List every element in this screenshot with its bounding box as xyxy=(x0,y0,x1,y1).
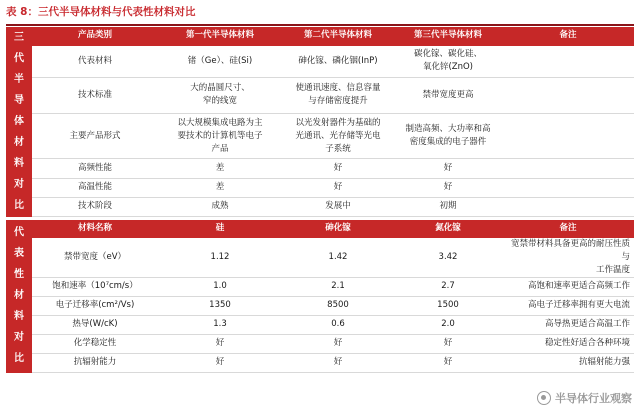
side-label-char: 材 xyxy=(14,137,24,148)
row-label-cell: 饱和速率（10⁷cm/s） xyxy=(32,277,158,296)
side-label-char: 半 xyxy=(14,74,24,85)
side-label-char: 三 xyxy=(14,32,24,43)
table-cell: 高电子迁移率拥有更大电流 xyxy=(502,296,634,315)
table-row xyxy=(6,113,634,159)
side-label xyxy=(6,27,32,217)
table-cell: 好 xyxy=(282,334,394,353)
table-cell xyxy=(502,45,634,77)
table-title: 表 8：三代半导体材料与代表性材料对比 xyxy=(6,6,196,18)
side-label-char: 代 xyxy=(14,227,24,239)
column-header: 氮化镓 xyxy=(394,220,502,237)
side-label-char: 对 xyxy=(14,179,24,190)
row-label-cell: 抗辐射能力 xyxy=(32,353,158,372)
side-label-char: 表 xyxy=(14,248,24,260)
table-cell: 1.12 xyxy=(158,237,282,277)
side-label-char: 料 xyxy=(14,158,24,169)
table-cell: 好 xyxy=(282,353,394,372)
table-row xyxy=(6,315,634,334)
table-cell: 碳化镓、碳化硅、 氧化锌(ZnO) xyxy=(394,45,502,77)
table-cell: 初期 xyxy=(394,197,502,216)
column-header: 备注 xyxy=(502,27,634,45)
table-cell: 高饱和速率更适合高频工作 xyxy=(502,277,634,296)
table-cell: 1350 xyxy=(158,296,282,315)
table-cell: 好 xyxy=(394,353,502,372)
row-label-cell: 化学稳定性 xyxy=(32,334,158,353)
header-row xyxy=(6,27,634,45)
table-cell: 1.3 xyxy=(158,315,282,334)
row-label-cell: 技术阶段 xyxy=(32,197,158,216)
table-row xyxy=(6,45,634,77)
column-header: 备注 xyxy=(502,220,634,237)
table-cell: 2.0 xyxy=(394,315,502,334)
table-row xyxy=(6,334,634,353)
table-cell xyxy=(502,77,634,113)
table-cell: 制造高频、大功率和高 密度集成的电子器件 xyxy=(394,113,502,159)
table-cell: 8500 xyxy=(282,296,394,315)
table-cell: 高导热更适合高温工作 xyxy=(502,315,634,334)
table-row xyxy=(6,178,634,197)
table-cell xyxy=(502,178,634,197)
table-cell: 禁带宽度更高 xyxy=(394,77,502,113)
table-cell: 宽禁带材料具备更高的耐压性质与 工作温度 xyxy=(502,237,634,277)
table-cell: 1.0 xyxy=(158,277,282,296)
table-row xyxy=(6,277,634,296)
column-header: 产品类别 xyxy=(32,27,158,45)
table-cell: 成熟 xyxy=(158,197,282,216)
row-label-cell: 主要产品形式 xyxy=(32,113,158,159)
side-label xyxy=(6,220,32,372)
table-cell: 0.6 xyxy=(282,315,394,334)
table-cell xyxy=(502,197,634,216)
watermark-text: 半导体行业观察 xyxy=(555,392,632,405)
table-cell: 砷化镓、磷化铟(InP) xyxy=(282,45,394,77)
row-label-cell: 技术标准 xyxy=(32,77,158,113)
comparison-table xyxy=(6,27,634,373)
table-cell: 以大规模集成电路为主 要技术的计算机等电子 产品 xyxy=(158,113,282,159)
side-label-char: 导 xyxy=(14,95,24,106)
table-cell: 稳定性好适合各种环境 xyxy=(502,334,634,353)
table-cell: 大的晶圆尺寸、 窄的线宽 xyxy=(158,77,282,113)
side-label-char: 代 xyxy=(14,53,24,64)
table-row xyxy=(6,296,634,315)
table-cell xyxy=(502,159,634,178)
table-cell: 3.42 xyxy=(394,237,502,277)
header-row xyxy=(6,220,634,237)
table-cell xyxy=(502,113,634,159)
column-header: 硅 xyxy=(158,220,282,237)
table-cell: 好 xyxy=(394,178,502,197)
column-header: 第三代半导体材料 xyxy=(394,27,502,45)
table-cell: 2.7 xyxy=(394,277,502,296)
table-row xyxy=(6,237,634,277)
row-label-cell: 电子迁移率(cm²/Vs) xyxy=(32,296,158,315)
table-cell: 好 xyxy=(158,334,282,353)
table-cell: 锗（Ge）、硅(Si) xyxy=(158,45,282,77)
table-cell: 差 xyxy=(158,178,282,197)
column-header: 第一代半导体材料 xyxy=(158,27,282,45)
table-row xyxy=(6,197,634,216)
side-label-char: 性 xyxy=(14,269,24,281)
table-row xyxy=(6,353,634,372)
side-label-char: 体 xyxy=(14,116,24,127)
table-cell: 好 xyxy=(282,159,394,178)
side-label-char: 比 xyxy=(14,353,24,365)
title-rule xyxy=(6,24,634,26)
table-cell: 好 xyxy=(158,353,282,372)
table-cell: 1.42 xyxy=(282,237,394,277)
column-header: 材料名称 xyxy=(32,220,158,237)
watermark xyxy=(537,390,632,406)
row-label-cell: 热导(W/cK) xyxy=(32,315,158,334)
column-header: 砷化镓 xyxy=(282,220,394,237)
column-header: 第二代半导体材料 xyxy=(282,27,394,45)
row-label-cell: 高频性能 xyxy=(32,159,158,178)
table-row xyxy=(6,77,634,113)
side-label-char: 材 xyxy=(14,290,24,302)
row-label-cell: 高温性能 xyxy=(32,178,158,197)
row-label-cell: 代表材料 xyxy=(32,45,158,77)
watermark-logo-icon xyxy=(537,391,551,405)
side-label-char: 比 xyxy=(14,200,24,211)
table-body xyxy=(6,27,634,372)
table-cell: 差 xyxy=(158,159,282,178)
table-cell: 以光发射器件为基础的 光通讯、光存储等光电 子系统 xyxy=(282,113,394,159)
side-label-char: 对 xyxy=(14,332,24,344)
table-row xyxy=(6,159,634,178)
row-label-cell: 禁带宽度（eV） xyxy=(32,237,158,277)
table-cell: 发展中 xyxy=(282,197,394,216)
table-cell: 好 xyxy=(394,334,502,353)
side-label-char: 料 xyxy=(14,311,24,323)
table-cell: 抗辐射能力强 xyxy=(502,353,634,372)
table-cell: 好 xyxy=(394,159,502,178)
table-cell: 1500 xyxy=(394,296,502,315)
table-cell: 使通讯速度、信息容量 与存储密度提升 xyxy=(282,77,394,113)
table-cell: 2.1 xyxy=(282,277,394,296)
table-cell: 好 xyxy=(282,178,394,197)
